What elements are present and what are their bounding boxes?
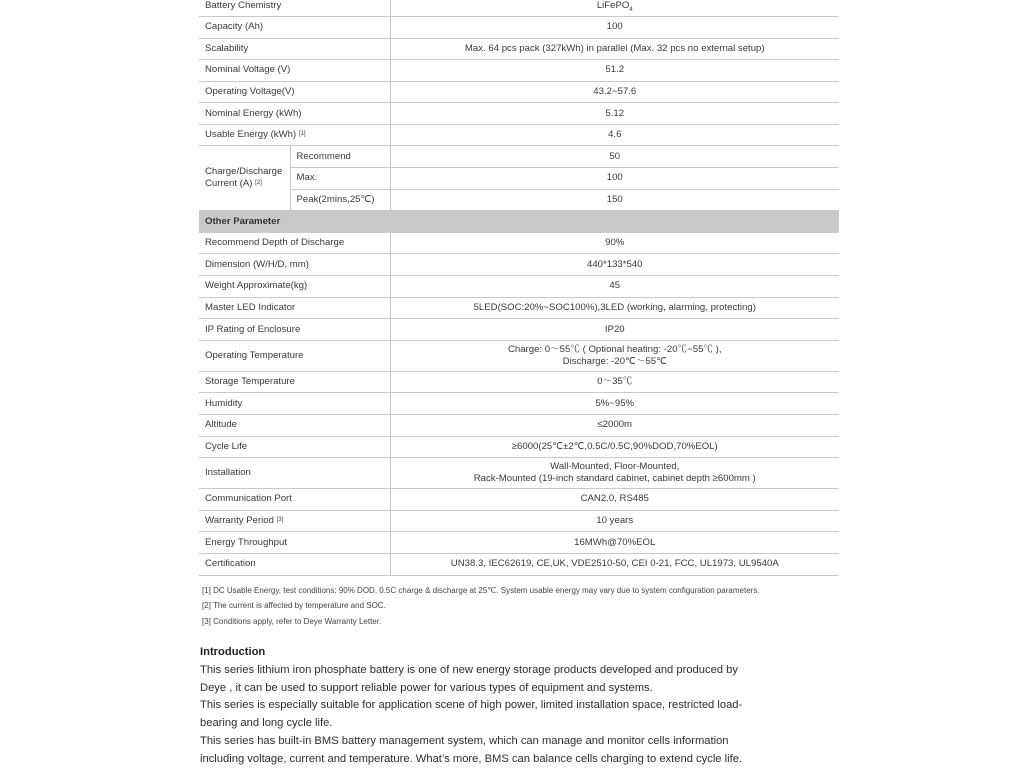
spec-label: Cycle Life: [199, 436, 390, 458]
spec-label: Operating Voltage(V): [199, 81, 390, 103]
spec-label: Master LED Indicator: [199, 297, 390, 319]
footnote-ref: [3]: [276, 517, 284, 524]
spec-label: Energy Throughput: [199, 532, 390, 554]
introduction-line: This series is especially suitable for application scene of high power, limited installation space, restricted load-: [200, 699, 743, 712]
spec-value: 10 years: [390, 510, 839, 532]
spec-label: Storage Temperature: [199, 371, 390, 393]
spec-label: Installation: [199, 458, 390, 489]
spec-row-weight: [199, 276, 839, 298]
spec-label: Communication Port: [199, 489, 390, 511]
spec-row-cycle-life: [199, 436, 839, 458]
spec-value: 150: [390, 189, 839, 211]
spec-row-charge-max: [199, 168, 839, 190]
specification-table: [199, 0, 839, 576]
section-title: Other Parameter: [199, 211, 839, 233]
spec-value: 0～35℃: [390, 371, 839, 393]
spec-row-depth-of-discharge: [199, 232, 839, 254]
spec-value: UN38.3, IEC62619, CE,UK, VDE2510-50, CEI 0-21, FCC, UL1973, UL9540A: [390, 553, 839, 575]
spec-value: 51.2: [390, 60, 839, 82]
spec-row-operating-voltage: [199, 81, 839, 103]
spec-value: 43.2~57.6: [390, 81, 839, 103]
spec-value: 100: [390, 168, 839, 190]
spec-value: LiFePO$_4$: [390, 0, 839, 16]
spec-label: Certification: [199, 553, 390, 575]
spec-value: ≤2000m: [390, 415, 839, 437]
spec-label: Warranty Period [3]: [199, 510, 390, 532]
spec-label: Battery Chemistry: [199, 0, 390, 16]
spec-label: Operating Temperature: [199, 340, 390, 371]
spec-row-usable-energy: [199, 124, 839, 146]
spec-row-altitude: [199, 415, 839, 437]
spec-label: Altitude: [199, 415, 390, 437]
spec-value: Max. 64 pcs pack (327kWh) in parallel (Max. 32 pcs no external setup): [390, 38, 839, 60]
section-header-other-parameter: [199, 211, 839, 233]
spec-label: Recommend Depth of Discharge: [199, 232, 390, 254]
spec-row-nominal-voltage: [199, 60, 839, 82]
spec-value: 50: [390, 146, 839, 168]
spec-value: IP20: [390, 319, 839, 341]
spec-row-capacity: [199, 16, 839, 38]
introduction-line: including voltage, current and temperature. What’s more, BMS can balance cells charging to extend cycle life.: [200, 752, 743, 765]
spec-row-storage-temperature: [199, 371, 839, 393]
spec-row-installation: [199, 458, 839, 489]
spec-label: Capacity (Ah): [199, 16, 390, 38]
spec-label: Humidity: [199, 393, 390, 415]
footnote-3: [3] Conditions apply, refer to Deye Warranty Letter.: [202, 616, 382, 626]
spec-row-dimension: [199, 254, 839, 276]
introduction-line: This series lithium iron phosphate battery is one of new energy storage products developed and produced by: [200, 663, 738, 676]
spec-label: IP Rating of Enclosure: [199, 319, 390, 341]
spec-row-energy-throughput: [199, 532, 839, 554]
spec-row-communication-port: [199, 489, 839, 511]
spec-row-ip-rating: [199, 319, 839, 341]
spec-label: Dimension (W/H/D, mm): [199, 254, 390, 276]
introduction-line: Deye , it can be used to support reliable power for various types of equipment and systems.: [200, 681, 653, 694]
spec-row-battery-chemistry: [199, 0, 839, 16]
spec-label: Nominal Energy (kWh): [199, 103, 390, 125]
spec-sublabel: Recommend: [290, 146, 390, 168]
spec-value: 5.12: [390, 103, 839, 125]
spec-value: [390, 458, 839, 489]
spec-row-led-indicator: [199, 297, 839, 319]
spec-value: [390, 340, 839, 371]
spec-value: ≥6000(25℃±2℃,0.5C/0.5C,90%DOD,70%EOL): [390, 436, 839, 458]
footnote-1: [1] DC Usable Energy, test conditions: 90% DOD, 0.5C charge & discharge at 25℃. System usable energy may vary due to system configuration parameters.: [202, 585, 760, 595]
spec-value: 4.6: [390, 124, 839, 146]
spec-label: Scalability: [199, 38, 390, 60]
spec-row-nominal-energy: [199, 103, 839, 125]
spec-value-line: Discharge: -20℃～55℃: [562, 355, 667, 367]
spec-label: Nominal Voltage (V): [199, 60, 390, 82]
footnote-ref: [2]: [255, 180, 262, 187]
spec-value-line: Wall-Mounted, Floor-Mounted,: [550, 461, 680, 473]
footnote-2: [2] The current is affected by temperature and SOC.: [202, 601, 386, 611]
footnote-ref: [1]: [298, 131, 306, 138]
spec-label: Usable Energy (kWh) [1]: [199, 124, 390, 146]
introduction-heading: Introduction: [200, 646, 266, 659]
charge-discharge-label: Charge/Discharge Current (A) [2]: [199, 146, 290, 211]
introduction-line: This series has built-in BMS battery management system, which can manage and monitor cells information: [200, 735, 729, 748]
spec-row-warranty-period: [199, 510, 839, 532]
spec-row-certification: [199, 553, 839, 575]
spec-value: 440*133*540: [390, 254, 839, 276]
spec-value-line: Rack-Mounted (19-inch standard cabinet, cabinet depth ≥600mm ): [473, 473, 756, 485]
spec-row-charge-recommend: [199, 146, 839, 168]
spec-row-humidity: [199, 393, 839, 415]
spec-value: 45: [390, 276, 839, 298]
spec-row-scalability: [199, 38, 839, 60]
spec-row-charge-peak: [199, 189, 839, 211]
spec-value: 16MWh@70%EOL: [390, 532, 839, 554]
spec-value: 5LED(SOC:20%~SOC100%),3LED (working, alarming, protecting): [390, 297, 839, 319]
spec-row-operating-temperature: [199, 340, 839, 371]
spec-value: 90%: [390, 232, 839, 254]
spec-sublabel: Peak(2mins,25℃): [290, 189, 390, 211]
spec-value: CAN2.0, RS485: [390, 489, 839, 511]
datasheet-page: [199, 0, 839, 769]
spec-label: Weight Approximate(kg): [199, 276, 390, 298]
spec-value-line: Charge: 0～55℃ ( Optional heating: -20℃~55℃ ),: [507, 343, 722, 355]
spec-sublabel: Max.: [290, 168, 390, 190]
spec-value: 5%~95%: [390, 393, 839, 415]
footnotes: [199, 583, 839, 630]
introduction-line: bearing and long cycle life.: [200, 717, 333, 730]
introduction-section: [199, 644, 839, 769]
spec-value: 100: [390, 16, 839, 38]
